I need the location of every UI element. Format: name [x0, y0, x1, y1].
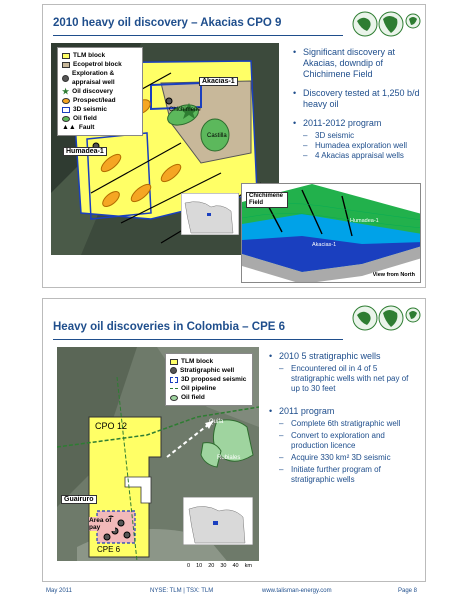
inset-map	[181, 193, 239, 235]
legend-item-well: Exploration & appraisal well	[62, 69, 138, 87]
sub-bullet-5: – Initiate further program of stratigraphic wells	[269, 465, 419, 485]
footer-date: May 2011	[46, 588, 72, 594]
cpe6-label: CPE 6	[97, 545, 121, 554]
humadea-label: Humadea-1	[63, 147, 107, 156]
talisman-logo-icon	[351, 7, 421, 41]
sub-bullet-2: – Humadea exploration well	[293, 141, 421, 151]
legend-item-ecopetrol: Ecopetrol block	[62, 60, 138, 69]
cpo12-label: CPO 12	[95, 421, 128, 431]
bullet-3: • 2011-2012 program	[293, 118, 421, 129]
slide-1	[42, 4, 426, 288]
guairuro-label: Guairuro	[61, 495, 97, 504]
sub-bullet-1: – 3D seismic	[293, 131, 421, 141]
bullet-1: • Significant discovery at Akacias, downdip of Chichimene Field	[293, 47, 421, 80]
legend-item-prospect: Prospect/lead	[62, 96, 138, 105]
fault-icon: ▲▲	[62, 124, 76, 131]
sub-bullet-2: – Complete 6th stratigraphic well	[269, 419, 419, 429]
map-legend	[57, 47, 143, 136]
footer-ticker: NYSE: TLM | TSX: TLM	[150, 588, 214, 594]
legend-item-strat-well: Stratigraphic well	[170, 366, 248, 375]
akacias-label: Akacias-1	[199, 77, 238, 86]
sub-bullet-1: – Encountered oil in 4 of 5 stratigraphic wells with net pay of up to 30 feet	[269, 364, 419, 394]
akacias-surface-label: Akacias-1	[312, 242, 337, 248]
chichimene-field-label: Chichimene Field	[246, 192, 288, 208]
humadea-surface-label: Humadea-1	[350, 218, 379, 224]
scale-tick: 30	[220, 563, 227, 569]
area-of-pay-label: Area of pay	[89, 517, 115, 531]
scale-tick: 40	[232, 563, 239, 569]
sub-bullet-3: – 4 Akacias appraisal wells	[293, 151, 421, 161]
legend-item-oil-field: Oil field	[170, 393, 248, 402]
bullet-1: • 2010 5 stratigraphic wells	[269, 351, 419, 362]
slide-2	[42, 298, 426, 582]
legend-item-pipeline: Oil pipeline	[170, 384, 248, 393]
rubiales-label: Rubiales	[217, 455, 241, 461]
scale-tick: 0	[187, 563, 191, 569]
map-legend-2	[165, 353, 253, 406]
3d-surface-image	[241, 183, 421, 283]
bullet-2: • Discovery tested at 1,250 b/d heavy oil	[293, 88, 421, 110]
legend-item-oil-discovery: ★ Oil discovery	[62, 87, 113, 96]
sub-bullet-3: – Convert to exploration and production licence	[269, 431, 419, 451]
scale-tick: 10	[196, 563, 203, 569]
inset-map-2	[183, 497, 253, 545]
title-rule-2	[53, 339, 343, 340]
talisman-logo-icon	[351, 301, 421, 335]
slide-1-title: 2010 heavy oil discovery – Akacias CPO 9	[53, 17, 282, 29]
slide-1-bullets	[293, 47, 421, 161]
legend-item-tlm-block: TLM block	[170, 357, 248, 366]
footer-page: Page 8	[398, 588, 418, 594]
legend-item-proposed-seismic: 3D proposed seismic	[170, 375, 248, 384]
scale-unit: km	[244, 563, 252, 569]
legend-item-tlm-block: TLM block	[62, 51, 138, 60]
view-label: View from North	[372, 272, 415, 278]
chichimene-label: Chichimene	[169, 107, 201, 113]
title-rule	[53, 35, 343, 36]
legend-item-3d-seismic: 3D seismic	[62, 105, 138, 114]
star-icon: ★	[62, 87, 70, 96]
slide-2-title: Heavy oil discoveries in Colombia – CPE 6	[53, 321, 286, 333]
footer-url[interactable]: www.talisman-energy.com	[262, 588, 332, 594]
scale-bar	[187, 563, 252, 569]
bullet-2: • 2011 program	[269, 406, 419, 417]
scale-tick: 20	[208, 563, 215, 569]
cpe6-map	[57, 347, 259, 561]
legend-item-fault: ▲▲ Fault	[62, 124, 95, 131]
quifa-label: Quifa	[209, 419, 224, 425]
slide-2-bullets	[269, 351, 419, 485]
sub-bullet-4: – Acquire 330 km² 3D seismic	[269, 453, 419, 463]
pipeline-icon	[170, 388, 178, 389]
legend-item-oil-field: Oil field	[62, 114, 138, 123]
castilla-label: Castilla	[207, 133, 227, 139]
